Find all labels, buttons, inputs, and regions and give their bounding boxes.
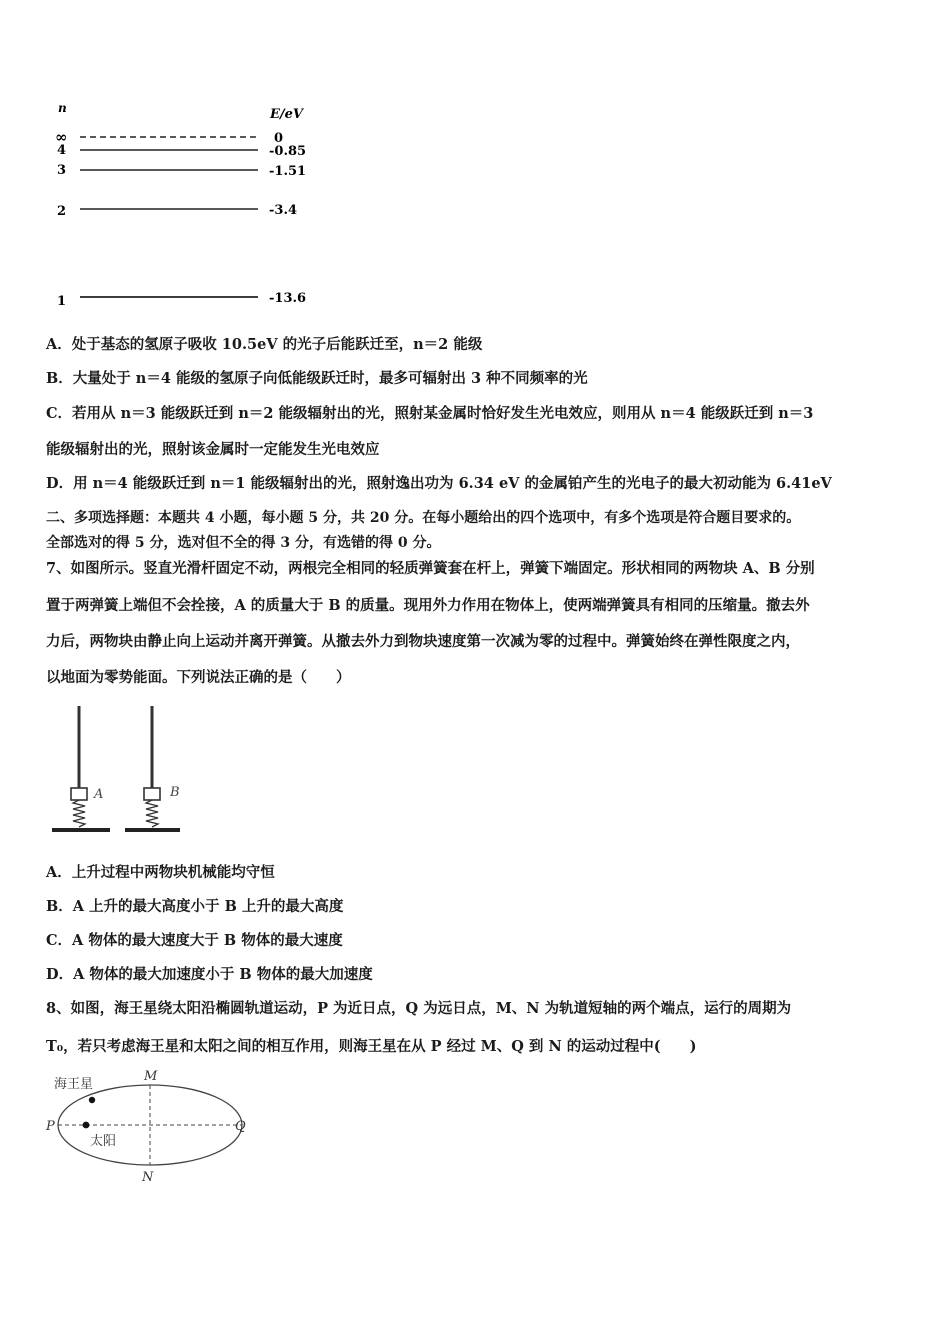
sun-dot: [83, 1122, 90, 1129]
q6-option-b: B．大量处于 n＝4 能级的氢原子向低能级跃迁时，最多可辐射出 3 种不同频率的光: [46, 370, 588, 387]
point-p-label: P: [46, 1119, 55, 1134]
planet-label: 海王星: [54, 1077, 94, 1092]
level-energy-4: -0.85: [269, 144, 307, 159]
q7-stem-line4: 以地面为零势能面。下列说法正确的是（ ）: [46, 669, 351, 686]
level-energy-inf: 0: [274, 131, 284, 146]
block-a: [71, 788, 87, 800]
point-n-label: N: [142, 1170, 154, 1185]
level-n-3-label: 3: [57, 163, 67, 178]
q6-option-a: A．处于基态的氢原子吸收 10.5eV 的光子后能跃迁至，n＝2 能级: [46, 336, 483, 353]
q7-stem-line2: 置于两弹簧上端但不会拴接，A 的质量大于 B 的质量。现用外力作用在物体上，使两端弹簧具有相同的压缩量。撤去外: [46, 597, 810, 614]
n-axis-header: n: [58, 101, 67, 115]
q6-option-c-line1: C．若用从 n＝3 能级跃迁到 n＝2 能级辐射出的光，照射某金属时恰好发生光电效应，则用从 n＝4 能级跃迁到 n＝3: [46, 405, 814, 422]
label-b: B: [170, 785, 180, 800]
spring-b: [146, 800, 158, 827]
q7-option-a: A．上升过程中两物块机械能均守恒: [46, 864, 275, 881]
level-n-4-label: 4: [57, 143, 67, 158]
label-a: A: [94, 787, 104, 802]
point-q-label: Q: [235, 1119, 246, 1134]
level-n-1-label: 1: [57, 294, 67, 309]
point-m-label: M: [144, 1069, 158, 1084]
section2-instructions-line1: 二、多项选择题：本题共 4 小题，每小题 5 分，共 20 分。在每小题给出的四个选项中，有多个选项是符合题目要求的。: [46, 510, 801, 526]
q7-stem-line3: 力后，两物块由静止向上运动并离开弹簧。从撤去外力到物块速度第一次减为零的过程中。弹簧始终在弹性限度之内，: [46, 633, 800, 650]
q8-stem-line1: 8、如图，海王星绕太阳沿椭圆轨道运动，P 为近日点，Q 为远日点，M、N 为轨道短轴的两个端点，运行的周期为: [46, 1000, 792, 1017]
level-energy-3: -1.51: [269, 164, 307, 179]
q7-option-c: C．A 物体的最大速度大于 B 物体的最大速度: [46, 932, 343, 949]
q7-option-b: B．A 上升的最大高度小于 B 上升的最大高度: [46, 898, 344, 915]
q8-stem-line2: T₀，若只考虑海王星和太阳之间的相互作用，则海王星在从 P 经过 M、Q 到 N 的运动过程中( ): [46, 1038, 697, 1055]
level-n-2-label: 2: [57, 204, 67, 219]
sun-label: 太阳: [90, 1134, 117, 1149]
level-n-inf-label: ∞: [55, 128, 68, 146]
section2-instructions-line2: 全部选对的得 5 分，选对但不全的得 3 分，有选错的得 0 分。: [46, 535, 441, 551]
spring-a: [73, 800, 85, 827]
orbit-figure: [46, 1066, 266, 1186]
level-energy-2: -3.4: [269, 203, 298, 218]
planet-dot: [89, 1097, 95, 1103]
energy-level-diagram: [40, 96, 360, 316]
springs-figure: [44, 702, 204, 842]
q7-option-d: D．A 物体的最大加速度小于 B 物体的最大加速度: [46, 966, 373, 983]
q6-option-c-line2: 能级辐射出的光，照射该金属时一定能发生光电效应: [46, 441, 380, 458]
level-energy-1: -13.6: [269, 291, 307, 306]
block-b: [144, 788, 160, 800]
q7-stem-line1: 7、如图所示。竖直光滑杆固定不动，两根完全相同的轻质弹簧套在杆上，弹簧下端固定。形状相同的两物块 A、B 分别: [46, 560, 815, 577]
q6-option-d: D．用 n＝4 能级跃迁到 n＝1 能级辐射出的光，照射逸出功为 6.34 eV 的金属铂产生的光电子的最大初动能为 6.41eV: [46, 475, 832, 492]
energy-axis-header: E/eV: [270, 107, 304, 122]
